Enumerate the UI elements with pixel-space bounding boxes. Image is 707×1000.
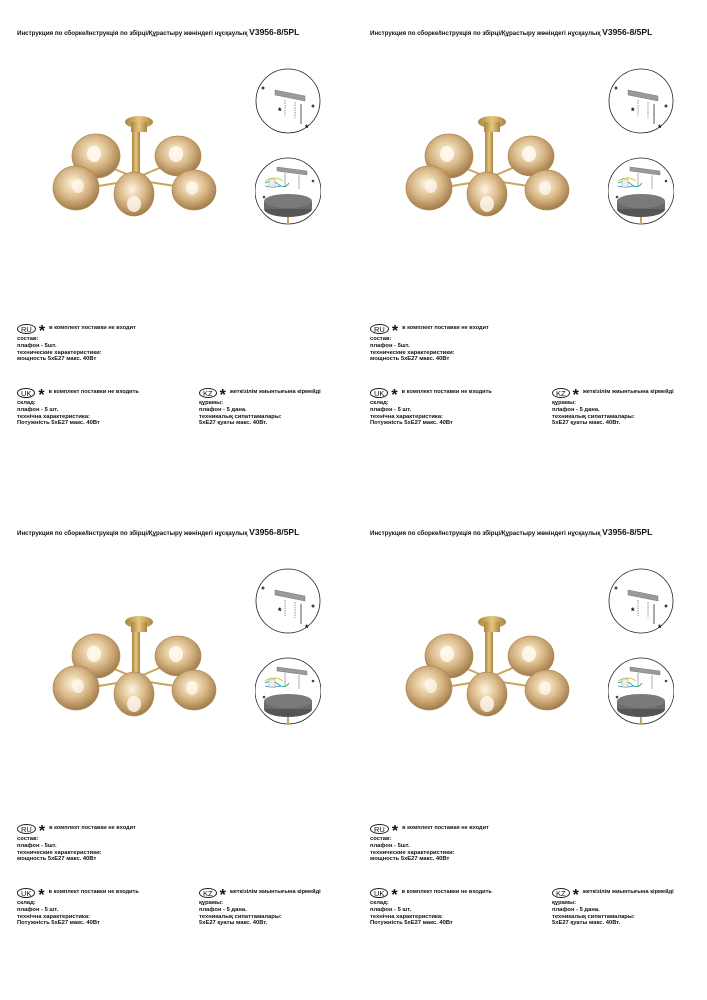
spec-line: 5хЕ27 қуаты макс. 40Вт. bbox=[199, 420, 268, 427]
wiring-diagram bbox=[608, 157, 674, 225]
spec-line: плафон - 5шт. bbox=[370, 342, 410, 349]
spec-line: плафон - 5 шт. bbox=[370, 906, 412, 913]
uk-badge: UK bbox=[17, 888, 35, 898]
spec-line: техникалық сипаттамалары: bbox=[199, 913, 282, 920]
spec-line: Потужність 5хЕ27 макс. 40Вт bbox=[17, 920, 100, 927]
title-text: Инструкция по сборке/Інструкція по збірці/Құрастыру жөніндегі нұсқаулық bbox=[17, 30, 248, 37]
uk-section bbox=[17, 387, 139, 427]
chandelier-illustration bbox=[401, 608, 581, 728]
model-number: V3956-8/5PL bbox=[602, 527, 653, 537]
ru-badge: RU bbox=[370, 324, 389, 334]
spec-line: техникалық сипаттамалары: bbox=[552, 413, 635, 420]
not-included-note: в комплект поставки не входить bbox=[401, 889, 492, 896]
asterisk-icon: * bbox=[219, 386, 226, 404]
spec-line: 5хЕ27 қуаты макс. 40Вт. bbox=[552, 920, 621, 927]
not-included-note: в комплект поставки не входит bbox=[49, 825, 136, 832]
spec-line: технические характеристики: bbox=[17, 849, 102, 856]
instruction-panel-1 bbox=[0, 0, 353, 500]
model-number: V3956-8/5PL bbox=[249, 527, 300, 537]
not-included-note: в комплект поставки не входит bbox=[402, 325, 489, 332]
kz-badge: KZ bbox=[552, 888, 570, 898]
svg-text:*: * bbox=[658, 123, 662, 133]
kz-section bbox=[552, 887, 674, 927]
asterisk-icon: * bbox=[38, 322, 46, 340]
not-included-note: жеткізілім жиынтығына кірмейді bbox=[229, 889, 321, 896]
svg-text:*: * bbox=[305, 123, 309, 133]
kz-section bbox=[199, 887, 321, 927]
not-included-note: жеткізілім жиынтығына кірмейді bbox=[582, 389, 674, 396]
uk-section bbox=[17, 887, 139, 927]
spec-line: 5хЕ27 қуаты макс. 40Вт. bbox=[199, 920, 268, 927]
spec-line: плафон - 5 дана. bbox=[552, 906, 600, 913]
ru-badge: RU bbox=[370, 824, 389, 834]
spec-line: технические характеристики: bbox=[370, 849, 455, 856]
kz-badge: KZ bbox=[199, 888, 217, 898]
asterisk-icon: * bbox=[38, 886, 45, 904]
svg-text:*: * bbox=[631, 106, 635, 116]
spec-line: плафон - 5 дана. bbox=[199, 406, 247, 413]
spec-line: технічна характеристика: bbox=[17, 413, 90, 420]
uk-badge: UK bbox=[17, 388, 35, 398]
spec-line: Потужність 5хЕ27 макс. 40Вт bbox=[370, 420, 453, 427]
instruction-panel-3 bbox=[0, 500, 353, 1000]
chandelier-illustration bbox=[48, 608, 228, 728]
title-text: Инструкция по сборке/Інструкція по збірці/Құрастыру жөніндегі нұсқаулық bbox=[370, 30, 601, 37]
spec-line: состав: bbox=[17, 336, 39, 342]
spec-line: құрамы: bbox=[199, 900, 224, 906]
ru-section bbox=[370, 823, 489, 863]
spec-line: плафон - 5 дана. bbox=[552, 406, 600, 413]
asterisk-icon: * bbox=[219, 886, 226, 904]
wiring-diagram bbox=[255, 157, 321, 225]
not-included-note: жеткізілім жиынтығына кірмейді bbox=[229, 389, 321, 396]
not-included-note: в комплект поставки не входит bbox=[49, 325, 136, 332]
not-included-note: в комплект поставки не входить bbox=[48, 889, 139, 896]
not-included-note: в комплект поставки не входить bbox=[401, 389, 492, 396]
spec-line: состав: bbox=[370, 336, 392, 342]
spec-line: технічна характеристика: bbox=[370, 913, 443, 920]
spec-line: техникалық сипаттамалары: bbox=[199, 413, 282, 420]
chandelier-illustration bbox=[401, 108, 581, 228]
uk-badge: UK bbox=[370, 388, 388, 398]
spec-line: склад: bbox=[370, 400, 389, 406]
not-included-note: жеткізілім жиынтығына кірмейді bbox=[582, 889, 674, 896]
spec-line: құрамы: bbox=[199, 400, 224, 406]
chandelier-illustration bbox=[48, 108, 228, 228]
wiring-diagram bbox=[608, 657, 674, 725]
ru-badge: RU bbox=[17, 324, 36, 334]
ru-section bbox=[17, 323, 136, 363]
kz-section bbox=[552, 387, 674, 427]
mounting-bar-diagram bbox=[255, 568, 321, 634]
spec-line: технические характеристики: bbox=[17, 349, 102, 356]
spec-line: мощность 5хЕ27 макс. 40Вт bbox=[370, 356, 450, 363]
instruction-panel-4 bbox=[353, 500, 706, 1000]
spec-line: склад: bbox=[17, 400, 36, 406]
spec-line: плафон - 5шт. bbox=[17, 342, 57, 349]
not-included-note: в комплект поставки не входит bbox=[402, 825, 489, 832]
ru-section bbox=[370, 323, 489, 363]
spec-line: состав: bbox=[17, 836, 39, 842]
spec-line: склад: bbox=[370, 900, 389, 906]
kz-badge: KZ bbox=[199, 388, 217, 398]
title-text: Инструкция по сборке/Інструкція по збірці/Құрастыру жөніндегі нұсқаулық bbox=[370, 530, 601, 537]
instruction-panel-2 bbox=[353, 0, 706, 500]
svg-text:*: * bbox=[305, 623, 309, 633]
not-included-note: в комплект поставки не входить bbox=[48, 389, 139, 396]
spec-line: құрамы: bbox=[552, 400, 577, 406]
page-title bbox=[17, 527, 299, 537]
uk-section bbox=[370, 387, 492, 427]
mounting-bar-diagram bbox=[255, 68, 321, 134]
mounting-bar-diagram bbox=[608, 68, 674, 134]
model-number: V3956-8/5PL bbox=[249, 27, 300, 37]
page-title bbox=[370, 527, 652, 537]
spec-line: Потужність 5хЕ27 макс. 40Вт bbox=[17, 420, 100, 427]
spec-line: технические характеристики: bbox=[370, 349, 455, 356]
wiring-diagram bbox=[255, 657, 321, 725]
asterisk-icon: * bbox=[38, 386, 45, 404]
asterisk-icon: * bbox=[391, 886, 398, 904]
spec-line: плафон - 5 шт. bbox=[17, 406, 59, 413]
kz-badge: KZ bbox=[552, 388, 570, 398]
uk-section bbox=[370, 887, 492, 927]
svg-text:*: * bbox=[278, 106, 282, 116]
spec-line: плафон - 5шт. bbox=[370, 842, 410, 849]
spec-line: мощность 5хЕ27 макс. 40Вт bbox=[370, 856, 450, 863]
uk-badge: UK bbox=[370, 888, 388, 898]
asterisk-icon: * bbox=[391, 822, 399, 840]
spec-line: плафон - 5 шт. bbox=[17, 906, 59, 913]
spec-line: склад: bbox=[17, 900, 36, 906]
asterisk-icon: * bbox=[391, 322, 399, 340]
asterisk-icon: * bbox=[38, 822, 46, 840]
spec-line: плафон - 5 шт. bbox=[370, 406, 412, 413]
page-title bbox=[370, 27, 652, 37]
ru-badge: RU bbox=[17, 824, 36, 834]
asterisk-icon: * bbox=[572, 386, 579, 404]
svg-text:*: * bbox=[631, 606, 635, 616]
model-number: V3956-8/5PL bbox=[602, 27, 653, 37]
spec-line: мощность 5хЕ27 макс. 40Вт bbox=[17, 356, 97, 363]
asterisk-icon: * bbox=[391, 386, 398, 404]
page-title bbox=[17, 27, 299, 37]
spec-line: плафон - 5шт. bbox=[17, 842, 57, 849]
kz-section bbox=[199, 387, 321, 427]
spec-line: плафон - 5 дана. bbox=[199, 906, 247, 913]
spec-line: технічна характеристика: bbox=[370, 413, 443, 420]
svg-text:*: * bbox=[658, 623, 662, 633]
spec-line: Потужність 5хЕ27 макс. 40Вт bbox=[370, 920, 453, 927]
spec-line: құрамы: bbox=[552, 900, 577, 906]
spec-line: мощность 5хЕ27 макс. 40Вт bbox=[17, 856, 97, 863]
spec-line: технічна характеристика: bbox=[17, 913, 90, 920]
title-text: Инструкция по сборке/Інструкція по збірці/Құрастыру жөніндегі нұсқаулық bbox=[17, 530, 248, 537]
asterisk-icon: * bbox=[572, 886, 579, 904]
spec-line: состав: bbox=[370, 836, 392, 842]
spec-line: техникалық сипаттамалары: bbox=[552, 913, 635, 920]
ru-section bbox=[17, 823, 136, 863]
svg-text:*: * bbox=[278, 606, 282, 616]
mounting-bar-diagram bbox=[608, 568, 674, 634]
spec-line: 5хЕ27 қуаты макс. 40Вт. bbox=[552, 420, 621, 427]
